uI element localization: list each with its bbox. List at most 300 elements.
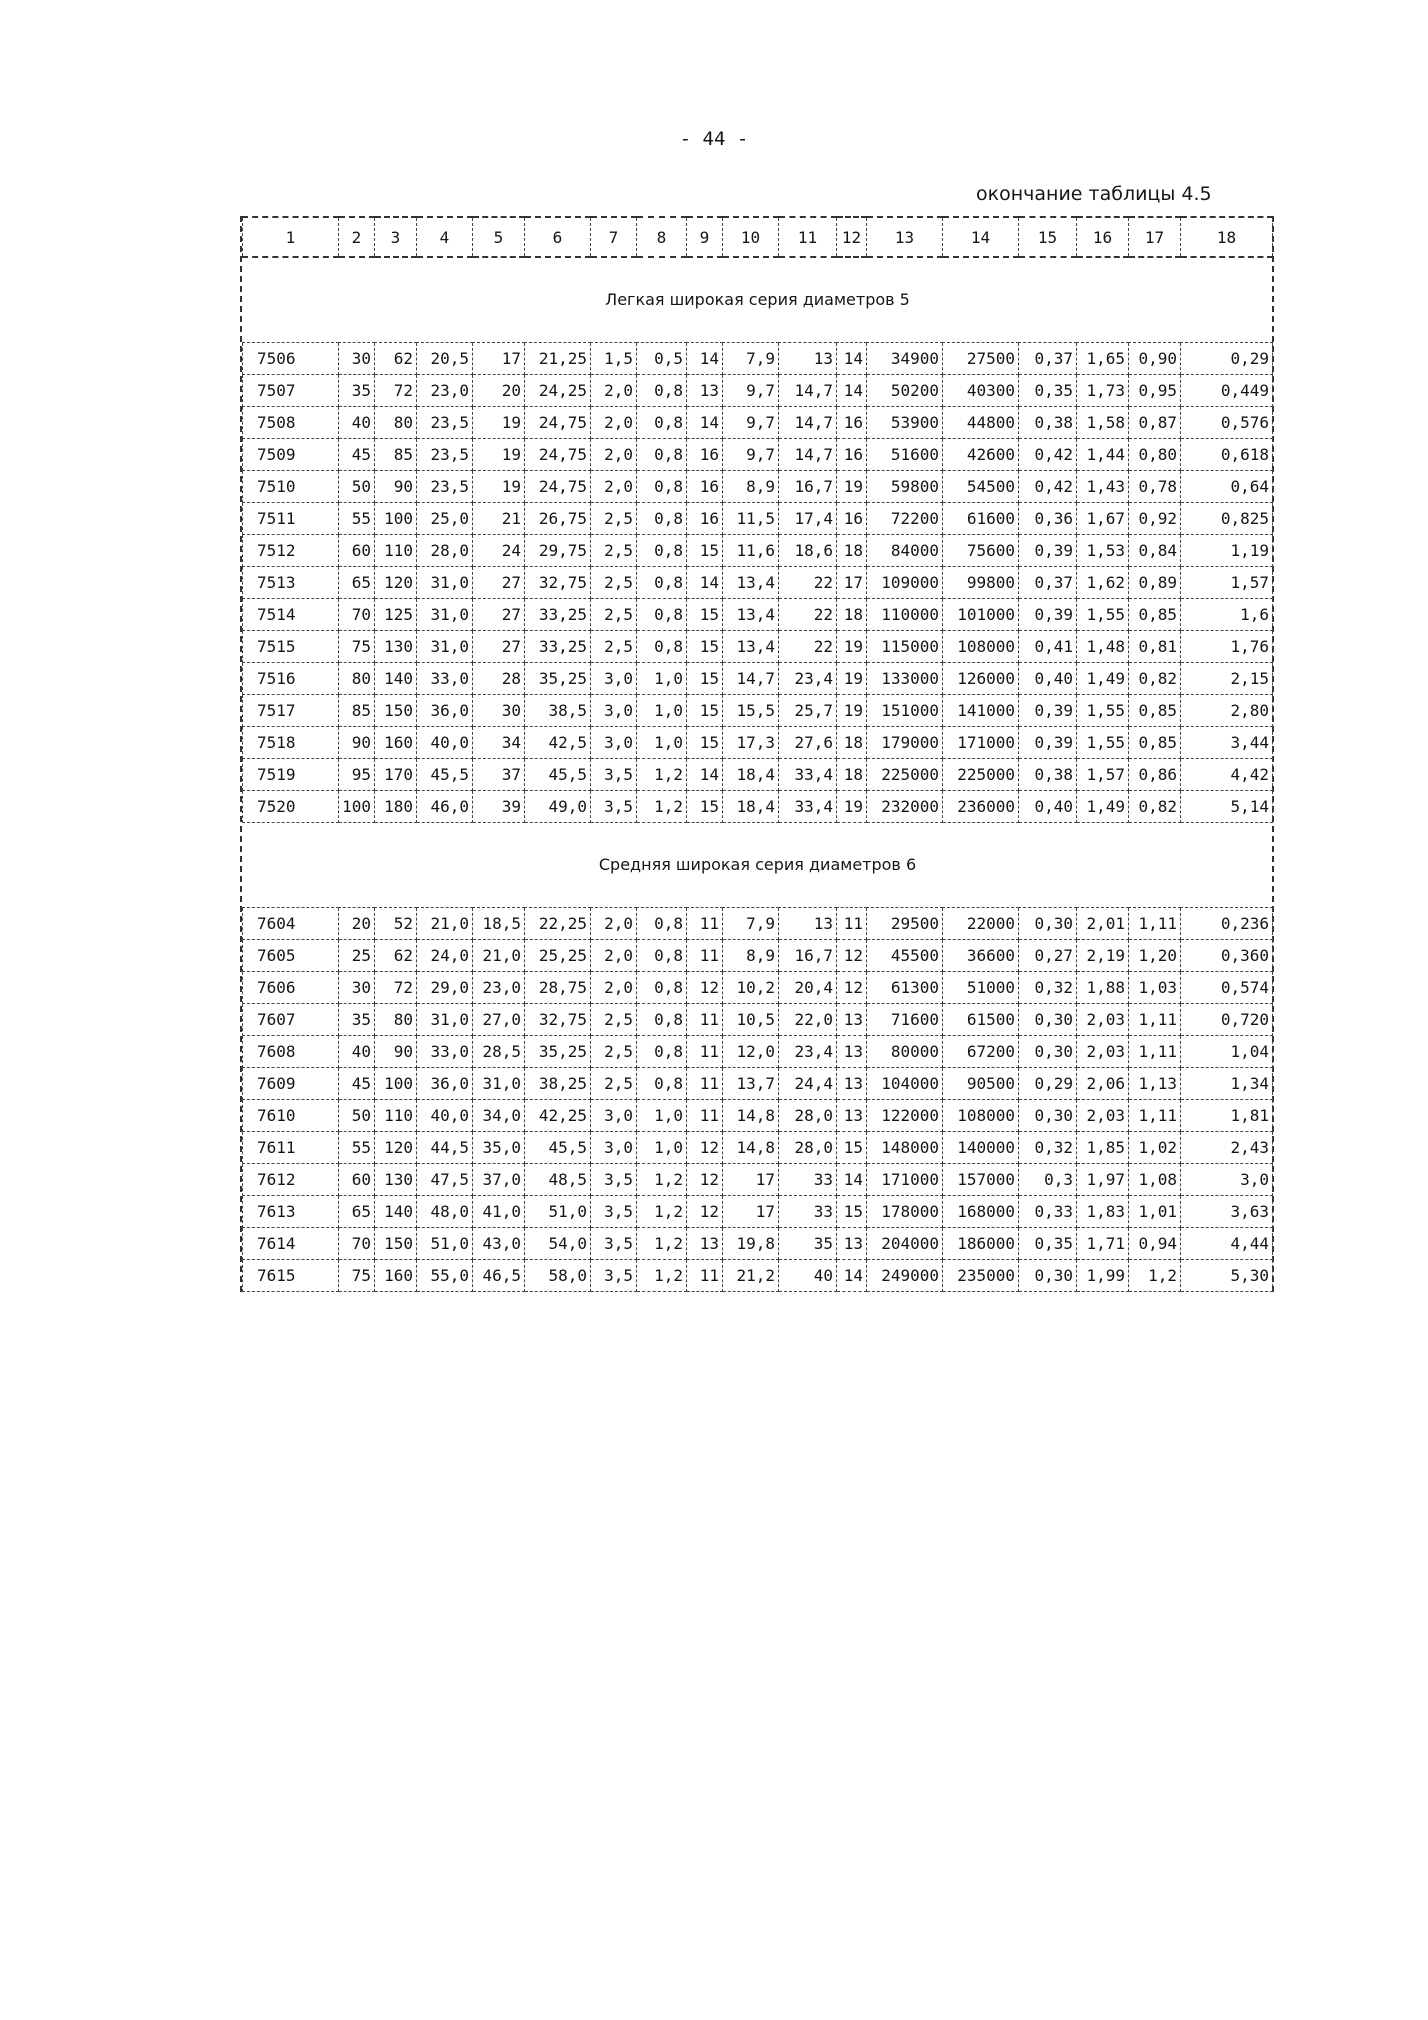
table-cell: 3,0 xyxy=(1181,1164,1273,1196)
table-cell: 3,63 xyxy=(1181,1196,1273,1228)
table-cell: 1,48 xyxy=(1077,631,1129,663)
table-cell: 71600 xyxy=(867,1004,943,1036)
table-cell: 0,360 xyxy=(1181,940,1273,972)
table-cell: 13 xyxy=(779,908,837,940)
table-cell: 3,5 xyxy=(591,759,637,791)
table-cell: 1,2 xyxy=(637,1164,687,1196)
table-cell: 75 xyxy=(339,1260,375,1292)
table-cell: 0,42 xyxy=(1019,471,1077,503)
table-cell: 170 xyxy=(375,759,417,791)
table-cell: 46,0 xyxy=(417,791,473,823)
table-cell: 2,5 xyxy=(591,567,637,599)
table-cell: 2,5 xyxy=(591,599,637,631)
table-cell: 3,5 xyxy=(591,1260,637,1292)
table-cell: 61300 xyxy=(867,972,943,1004)
table-cell: 34 xyxy=(473,727,525,759)
row-designation: 7604 xyxy=(243,908,339,940)
table-cell: 1,03 xyxy=(1129,972,1181,1004)
table-cell: 53900 xyxy=(867,407,943,439)
table-cell: 19 xyxy=(473,407,525,439)
table-cell: 0,81 xyxy=(1129,631,1181,663)
table-cell: 12 xyxy=(687,1196,723,1228)
table-cell: 8,9 xyxy=(723,471,779,503)
table-cell: 23,5 xyxy=(417,407,473,439)
table-cell: 19 xyxy=(837,663,867,695)
table-cell: 0,89 xyxy=(1129,567,1181,599)
table-cell: 0,8 xyxy=(637,407,687,439)
table-cell: 29,75 xyxy=(525,535,591,567)
table-cell: 60 xyxy=(339,1164,375,1196)
table-cell: 33,25 xyxy=(525,631,591,663)
table-cell: 15 xyxy=(837,1132,867,1164)
table-cell: 2,5 xyxy=(591,1036,637,1068)
table-row xyxy=(243,1196,1273,1228)
table-cell: 0,40 xyxy=(1019,663,1077,695)
table-cell: 18,5 xyxy=(473,908,525,940)
table-cell: 1,2 xyxy=(637,1196,687,1228)
table-cell: 55 xyxy=(339,1132,375,1164)
table-cell: 140 xyxy=(375,1196,417,1228)
table-caption: окончание таблицы 4.5 xyxy=(976,183,1212,205)
table-cell: 39 xyxy=(473,791,525,823)
table-cell: 24 xyxy=(473,535,525,567)
table-cell: 2,0 xyxy=(591,439,637,471)
table-cell: 40,0 xyxy=(417,727,473,759)
table-cell: 157000 xyxy=(943,1164,1019,1196)
table-cell: 20 xyxy=(473,375,525,407)
table-cell: 60 xyxy=(339,535,375,567)
table-cell: 30 xyxy=(473,695,525,727)
table-cell: 0,82 xyxy=(1129,791,1181,823)
table-cell: 1,11 xyxy=(1129,908,1181,940)
table-cell: 85 xyxy=(375,439,417,471)
table-cell: 0,8 xyxy=(637,439,687,471)
table-cell: 0,574 xyxy=(1181,972,1273,1004)
table-cell: 67200 xyxy=(943,1036,1019,1068)
table-cell: 33,4 xyxy=(779,759,837,791)
table-cell: 80000 xyxy=(867,1036,943,1068)
table-cell: 13 xyxy=(687,1228,723,1260)
table-cell: 0,84 xyxy=(1129,535,1181,567)
table-cell: 3,0 xyxy=(591,1100,637,1132)
table-cell: 55 xyxy=(339,503,375,535)
table-cell: 204000 xyxy=(867,1228,943,1260)
row-designation: 7607 xyxy=(243,1004,339,1036)
table-cell: 80 xyxy=(339,663,375,695)
table-cell: 0,32 xyxy=(1019,972,1077,1004)
table-cell: 133000 xyxy=(867,663,943,695)
table-cell: 236000 xyxy=(943,791,1019,823)
table-cell: 15 xyxy=(687,535,723,567)
row-designation: 7514 xyxy=(243,599,339,631)
table-cell: 34,0 xyxy=(473,1100,525,1132)
table-cell: 27,0 xyxy=(473,1004,525,1036)
table-cell: 1,11 xyxy=(1129,1036,1181,1068)
table-cell: 2,01 xyxy=(1077,908,1129,940)
table-cell: 2,43 xyxy=(1181,1132,1273,1164)
table-cell: 0,618 xyxy=(1181,439,1273,471)
row-designation: 7615 xyxy=(243,1260,339,1292)
table-cell: 75 xyxy=(339,631,375,663)
table-cell: 17 xyxy=(723,1196,779,1228)
table-cell: 0,8 xyxy=(637,940,687,972)
table-cell: 9,7 xyxy=(723,439,779,471)
table-cell: 35,25 xyxy=(525,1036,591,1068)
table-cell: 0,39 xyxy=(1019,599,1077,631)
table-cell: 27 xyxy=(473,599,525,631)
table-cell: 35 xyxy=(779,1228,837,1260)
table-cell: 148000 xyxy=(867,1132,943,1164)
table-cell: 3,0 xyxy=(591,1132,637,1164)
table-cell: 24,75 xyxy=(525,407,591,439)
table-cell: 35,0 xyxy=(473,1132,525,1164)
table-cell: 4,42 xyxy=(1181,759,1273,791)
table-cell: 140000 xyxy=(943,1132,1019,1164)
table-cell: 249000 xyxy=(867,1260,943,1292)
table-cell: 14,7 xyxy=(779,439,837,471)
table-cell: 30 xyxy=(339,972,375,1004)
table-cell: 59800 xyxy=(867,471,943,503)
table-cell: 10,2 xyxy=(723,972,779,1004)
table-cell: 24,0 xyxy=(417,940,473,972)
table-row xyxy=(243,663,1273,695)
table-row xyxy=(243,631,1273,663)
table-cell: 33,4 xyxy=(779,791,837,823)
table-cell: 36,0 xyxy=(417,695,473,727)
table-cell: 232000 xyxy=(867,791,943,823)
header-cell: 9 xyxy=(687,217,723,257)
table-cell: 1,20 xyxy=(1129,940,1181,972)
row-designation: 7610 xyxy=(243,1100,339,1132)
table-cell: 12 xyxy=(687,1132,723,1164)
table-cell: 26,75 xyxy=(525,503,591,535)
table-cell: 12 xyxy=(687,972,723,1004)
table-cell: 1,34 xyxy=(1181,1068,1273,1100)
table-cell: 0,825 xyxy=(1181,503,1273,535)
table-cell: 17 xyxy=(837,567,867,599)
table-cell: 0,82 xyxy=(1129,663,1181,695)
table-cell: 80 xyxy=(375,407,417,439)
table-cell: 0,449 xyxy=(1181,375,1273,407)
row-designation: 7509 xyxy=(243,439,339,471)
row-designation: 7506 xyxy=(243,343,339,375)
table-cell: 34900 xyxy=(867,343,943,375)
table-cell: 0,3 xyxy=(1019,1164,1077,1196)
table-cell: 14 xyxy=(687,759,723,791)
table-cell: 75600 xyxy=(943,535,1019,567)
table-cell: 61500 xyxy=(943,1004,1019,1036)
table-cell: 1,2 xyxy=(637,791,687,823)
table-cell: 1,83 xyxy=(1077,1196,1129,1228)
table-cell: 11 xyxy=(687,940,723,972)
table-cell: 1,2 xyxy=(637,1260,687,1292)
table-cell: 50200 xyxy=(867,375,943,407)
table-cell: 125 xyxy=(375,599,417,631)
table-cell: 31,0 xyxy=(417,1004,473,1036)
table-cell: 61600 xyxy=(943,503,1019,535)
table-cell: 1,19 xyxy=(1181,535,1273,567)
header-cell: 7 xyxy=(591,217,637,257)
table-cell: 19 xyxy=(473,471,525,503)
table-cell: 14,7 xyxy=(723,663,779,695)
table-cell: 0,38 xyxy=(1019,407,1077,439)
row-designation: 7605 xyxy=(243,940,339,972)
table-cell: 13 xyxy=(779,343,837,375)
table-cell: 11 xyxy=(687,1004,723,1036)
row-designation: 7507 xyxy=(243,375,339,407)
table-cell: 28,0 xyxy=(779,1100,837,1132)
table-cell: 72200 xyxy=(867,503,943,535)
header-cell: 10 xyxy=(723,217,779,257)
table-cell: 13 xyxy=(687,375,723,407)
table-cell: 1,81 xyxy=(1181,1100,1273,1132)
table-cell: 33,0 xyxy=(417,1036,473,1068)
table-cell: 2,5 xyxy=(591,503,637,535)
table-cell: 0,8 xyxy=(637,1004,687,1036)
table-cell: 0,27 xyxy=(1019,940,1077,972)
table-cell: 50 xyxy=(339,1100,375,1132)
table-cell: 0,30 xyxy=(1019,1004,1077,1036)
table-cell: 24,4 xyxy=(779,1068,837,1100)
table-cell: 1,55 xyxy=(1077,599,1129,631)
table-cell: 9,7 xyxy=(723,407,779,439)
table-cell: 0,42 xyxy=(1019,439,1077,471)
table-cell: 0,32 xyxy=(1019,1132,1077,1164)
table-cell: 22000 xyxy=(943,908,1019,940)
table-cell: 24,75 xyxy=(525,439,591,471)
table-cell: 27 xyxy=(473,631,525,663)
table-cell: 32,75 xyxy=(525,1004,591,1036)
table-cell: 1,0 xyxy=(637,1132,687,1164)
header-cell: 18 xyxy=(1181,217,1273,257)
table-cell: 0,30 xyxy=(1019,908,1077,940)
table-cell: 3,44 xyxy=(1181,727,1273,759)
table-cell: 7,9 xyxy=(723,343,779,375)
table-cell: 33 xyxy=(779,1164,837,1196)
table-cell: 20,4 xyxy=(779,972,837,1004)
table-cell: 179000 xyxy=(867,727,943,759)
table-cell: 18,6 xyxy=(779,535,837,567)
table-cell: 14,8 xyxy=(723,1132,779,1164)
table-cell: 0,8 xyxy=(637,567,687,599)
table-cell: 51600 xyxy=(867,439,943,471)
table-cell: 19 xyxy=(473,439,525,471)
table-cell: 33,0 xyxy=(417,663,473,695)
table-cell: 160 xyxy=(375,1260,417,1292)
table-cell: 20 xyxy=(339,908,375,940)
table-cell: 3,5 xyxy=(591,1196,637,1228)
table-row xyxy=(243,908,1273,940)
section-title: Легкая широкая серия диаметров 5 xyxy=(243,257,1273,343)
table-cell: 31,0 xyxy=(417,567,473,599)
header-cell: 1 xyxy=(243,217,339,257)
table-cell: 2,80 xyxy=(1181,695,1273,727)
table-cell: 33 xyxy=(779,1196,837,1228)
table-cell: 109000 xyxy=(867,567,943,599)
table-cell: 1,08 xyxy=(1129,1164,1181,1196)
table-cell: 45 xyxy=(339,439,375,471)
table-cell: 90500 xyxy=(943,1068,1019,1100)
table-cell: 0,90 xyxy=(1129,343,1181,375)
table-row xyxy=(243,599,1273,631)
table-cell: 40,0 xyxy=(417,1100,473,1132)
table-cell: 1,49 xyxy=(1077,791,1129,823)
page-number: - 44 - xyxy=(679,128,749,150)
table-row xyxy=(243,759,1273,791)
table-cell: 101000 xyxy=(943,599,1019,631)
table-cell: 1,04 xyxy=(1181,1036,1273,1068)
table-cell: 16 xyxy=(687,439,723,471)
table-cell: 2,0 xyxy=(591,407,637,439)
row-designation: 7519 xyxy=(243,759,339,791)
table-cell: 15 xyxy=(687,631,723,663)
table-cell: 14 xyxy=(837,343,867,375)
table-cell: 25,7 xyxy=(779,695,837,727)
table-cell: 23,0 xyxy=(473,972,525,1004)
table-cell: 13 xyxy=(837,1036,867,1068)
table-cell: 31,0 xyxy=(473,1068,525,1100)
table-cell: 31,0 xyxy=(417,631,473,663)
row-designation: 7517 xyxy=(243,695,339,727)
table-row xyxy=(243,343,1273,375)
row-designation: 7512 xyxy=(243,535,339,567)
table-row xyxy=(243,439,1273,471)
table-cell: 38,5 xyxy=(525,695,591,727)
table-cell: 0,35 xyxy=(1019,375,1077,407)
table-cell: 1,55 xyxy=(1077,695,1129,727)
table-cell: 0,29 xyxy=(1181,343,1273,375)
table-cell: 2,0 xyxy=(591,908,637,940)
table-cell: 108000 xyxy=(943,1100,1019,1132)
table-cell: 44,5 xyxy=(417,1132,473,1164)
header-cell: 3 xyxy=(375,217,417,257)
table-cell: 22 xyxy=(779,631,837,663)
table-cell: 13,4 xyxy=(723,631,779,663)
table-cell: 1,55 xyxy=(1077,727,1129,759)
table-cell: 28,5 xyxy=(473,1036,525,1068)
table-cell: 27500 xyxy=(943,343,1019,375)
table-cell: 1,13 xyxy=(1129,1068,1181,1100)
table-cell: 45,5 xyxy=(525,759,591,791)
table-cell: 0,236 xyxy=(1181,908,1273,940)
table-cell: 43,0 xyxy=(473,1228,525,1260)
table-cell: 130 xyxy=(375,1164,417,1196)
table-cell: 3,5 xyxy=(591,1228,637,1260)
table-row xyxy=(243,535,1273,567)
table-cell: 15 xyxy=(687,695,723,727)
table-cell: 100 xyxy=(339,791,375,823)
table-cell: 0,30 xyxy=(1019,1260,1077,1292)
table-cell: 11 xyxy=(687,1036,723,1068)
table-cell: 11 xyxy=(687,908,723,940)
section-title: Средняя широкая серия диаметров 6 xyxy=(243,823,1273,908)
table-cell: 1,0 xyxy=(637,663,687,695)
table-row xyxy=(243,1004,1273,1036)
table-cell: 0,37 xyxy=(1019,567,1077,599)
table-cell: 3,5 xyxy=(591,1164,637,1196)
table-cell: 5,14 xyxy=(1181,791,1273,823)
table-cell: 168000 xyxy=(943,1196,1019,1228)
table-cell: 1,0 xyxy=(637,727,687,759)
table-cell: 0,95 xyxy=(1129,375,1181,407)
table-row xyxy=(243,1068,1273,1100)
table-cell: 18 xyxy=(837,599,867,631)
table-cell: 16 xyxy=(837,407,867,439)
table-cell: 2,03 xyxy=(1077,1100,1129,1132)
row-designation: 7508 xyxy=(243,407,339,439)
table-cell: 14 xyxy=(687,567,723,599)
table-cell: 15 xyxy=(687,791,723,823)
table-cell: 2,5 xyxy=(591,1068,637,1100)
table-cell: 0,85 xyxy=(1129,727,1181,759)
header-cell: 17 xyxy=(1129,217,1181,257)
header-cell: 5 xyxy=(473,217,525,257)
table-cell: 23,0 xyxy=(417,375,473,407)
table-cell: 80 xyxy=(375,1004,417,1036)
table-cell: 1,57 xyxy=(1077,759,1129,791)
table-cell: 178000 xyxy=(867,1196,943,1228)
table-cell: 120 xyxy=(375,567,417,599)
bearing-data-table xyxy=(242,216,1273,1292)
table-cell: 85 xyxy=(339,695,375,727)
table-cell: 0,86 xyxy=(1129,759,1181,791)
table-row xyxy=(243,1036,1273,1068)
table-cell: 180 xyxy=(375,791,417,823)
table-cell: 150 xyxy=(375,695,417,727)
table-cell: 0,720 xyxy=(1181,1004,1273,1036)
table-cell: 30 xyxy=(339,343,375,375)
table-cell: 2,0 xyxy=(591,940,637,972)
table-cell: 14 xyxy=(687,343,723,375)
table-cell: 120 xyxy=(375,1132,417,1164)
table-cell: 12 xyxy=(687,1164,723,1196)
table-cell: 35 xyxy=(339,375,375,407)
table-cell: 2,19 xyxy=(1077,940,1129,972)
table-cell: 1,88 xyxy=(1077,972,1129,1004)
table-cell: 51,0 xyxy=(525,1196,591,1228)
table-cell: 27,6 xyxy=(779,727,837,759)
table-cell: 95 xyxy=(339,759,375,791)
row-designation: 7518 xyxy=(243,727,339,759)
table-cell: 19 xyxy=(837,631,867,663)
table-cell: 0,30 xyxy=(1019,1100,1077,1132)
table-cell: 14 xyxy=(837,1164,867,1196)
table-cell: 15 xyxy=(687,727,723,759)
table-cell: 1,11 xyxy=(1129,1004,1181,1036)
table-cell: 140 xyxy=(375,663,417,695)
table-cell: 37 xyxy=(473,759,525,791)
table-cell: 45500 xyxy=(867,940,943,972)
table-cell: 2,03 xyxy=(1077,1036,1129,1068)
table-cell: 54500 xyxy=(943,471,1019,503)
table-cell: 14 xyxy=(837,375,867,407)
header-cell: 14 xyxy=(943,217,1019,257)
table-cell: 35,25 xyxy=(525,663,591,695)
table-cell: 1,62 xyxy=(1077,567,1129,599)
table-cell: 1,44 xyxy=(1077,439,1129,471)
table-body xyxy=(243,217,1273,1292)
table-cell: 72 xyxy=(375,375,417,407)
table-cell: 2,06 xyxy=(1077,1068,1129,1100)
table-cell: 5,30 xyxy=(1181,1260,1273,1292)
table-cell: 1,76 xyxy=(1181,631,1273,663)
table-cell: 2,5 xyxy=(591,1004,637,1036)
table-cell: 24,75 xyxy=(525,471,591,503)
table-cell: 62 xyxy=(375,940,417,972)
table-cell: 18 xyxy=(837,535,867,567)
table-cell: 52 xyxy=(375,908,417,940)
table-cell: 1,2 xyxy=(637,759,687,791)
